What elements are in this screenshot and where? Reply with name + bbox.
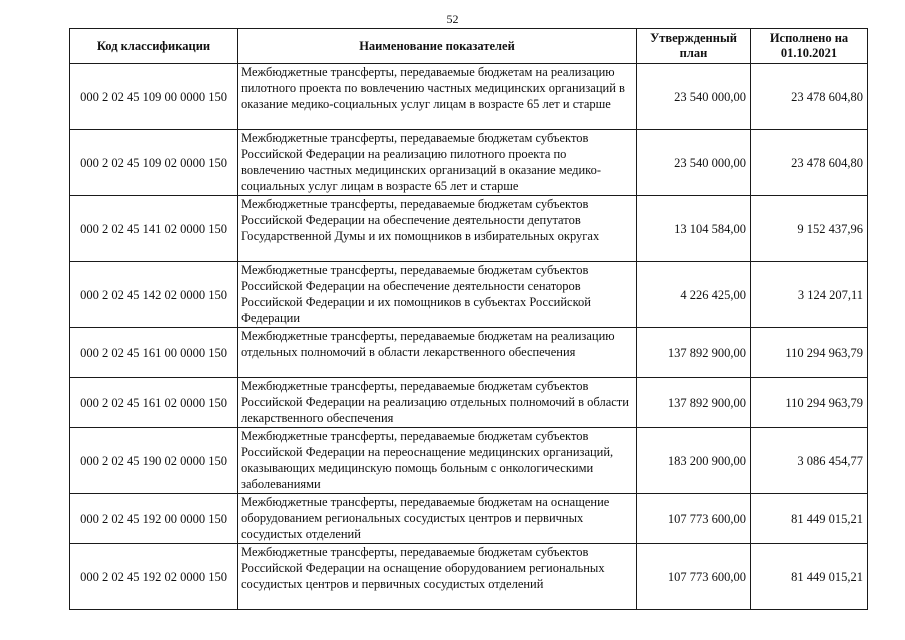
cell-plan: 23 540 000,00 [637, 130, 751, 196]
cell-name: Межбюджетные трансферты, передаваемые бюджетам субъектов Российской Федерации на переоснащение медицинских организаций, оказывающих медицинскую помощь больным с онкологическими заболеваниями [238, 428, 637, 494]
cell-plan: 107 773 600,00 [637, 494, 751, 544]
cell-plan: 107 773 600,00 [637, 544, 751, 610]
cell-code: 000 2 02 45 141 02 0000 150 [70, 196, 238, 262]
cell-code: 000 2 02 45 161 00 0000 150 [70, 328, 238, 378]
cell-name: Межбюджетные трансферты, передаваемые бюджетам субъектов Российской Федерации на реализацию отдельных полномочий в области лекарственного обеспечения [238, 378, 637, 428]
header-code: Код классификации [70, 29, 238, 64]
cell-done: 9 152 437,96 [751, 196, 868, 262]
header-name: Наименование показателей [238, 29, 637, 64]
cell-plan: 183 200 900,00 [637, 428, 751, 494]
table-row [70, 196, 868, 262]
cell-code: 000 2 02 45 192 00 0000 150 [70, 494, 238, 544]
cell-done: 23 478 604,80 [751, 130, 868, 196]
cell-name: Межбюджетные трансферты, передаваемые бюджетам на реализацию отдельных полномочий в области лекарственного обеспечения [238, 328, 637, 378]
cell-done: 81 449 015,21 [751, 544, 868, 610]
cell-code: 000 2 02 45 192 02 0000 150 [70, 544, 238, 610]
table-row [70, 494, 868, 544]
cell-done: 3 124 207,11 [751, 262, 868, 328]
header-plan: Утвержденный план [637, 29, 751, 64]
cell-done: 110 294 963,79 [751, 378, 868, 428]
cell-done: 110 294 963,79 [751, 328, 868, 378]
cell-done: 23 478 604,80 [751, 64, 868, 130]
table-header-row [70, 29, 868, 64]
header-done: Исполнено на 01.10.2021 [751, 29, 868, 64]
cell-name: Межбюджетные трансферты, передаваемые бюджетам на реализацию пилотного проекта по вовлечению частных медицинских организаций в оказание медико-социальных услуг лицам в возрасте 65 лет и старше [238, 64, 637, 130]
cell-name: Межбюджетные трансферты, передаваемые бюджетам субъектов Российской Федерации на реализацию пилотного проекта по вовлечению частных медицинских организаций в оказание медико-социальных услуг лицам в возрасте 65 лет и старше [238, 130, 637, 196]
table-row [70, 262, 868, 328]
table-row [70, 64, 868, 130]
cell-plan: 13 104 584,00 [637, 196, 751, 262]
cell-plan: 23 540 000,00 [637, 64, 751, 130]
cell-name: Межбюджетные трансферты, передаваемые бюджетам субъектов Российской Федерации на обеспечение деятельности депутатов Государственной Думы и их помощников в избирательных округах [238, 196, 637, 262]
cell-code: 000 2 02 45 109 02 0000 150 [70, 130, 238, 196]
table-row [70, 130, 868, 196]
page-number: 52 [446, 12, 459, 26]
budget-execution-table [69, 28, 868, 610]
table-row [70, 544, 868, 610]
cell-plan: 4 226 425,00 [637, 262, 751, 328]
cell-code: 000 2 02 45 142 02 0000 150 [70, 262, 238, 328]
table-row [70, 328, 868, 378]
table-row [70, 378, 868, 428]
cell-code: 000 2 02 45 109 00 0000 150 [70, 64, 238, 130]
cell-name: Межбюджетные трансферты, передаваемые бюджетам субъектов Российской Федерации на оснащение оборудованием региональных сосудистых центров и первичных сосудистых отделений [238, 544, 637, 610]
cell-done: 3 086 454,77 [751, 428, 868, 494]
cell-done: 81 449 015,21 [751, 494, 868, 544]
cell-plan: 137 892 900,00 [637, 378, 751, 428]
cell-code: 000 2 02 45 190 02 0000 150 [70, 428, 238, 494]
cell-name: Межбюджетные трансферты, передаваемые бюджетам субъектов Российской Федерации на обеспечение деятельности сенаторов Российской Федерации и их помощников в субъектах Российской Федерации [238, 262, 637, 328]
cell-plan: 137 892 900,00 [637, 328, 751, 378]
cell-name: Межбюджетные трансферты, передаваемые бюджетам на оснащение оборудованием региональных сосудистых центров и первичных сосудистых отделений [238, 494, 637, 544]
table-row [70, 428, 868, 494]
cell-code: 000 2 02 45 161 02 0000 150 [70, 378, 238, 428]
